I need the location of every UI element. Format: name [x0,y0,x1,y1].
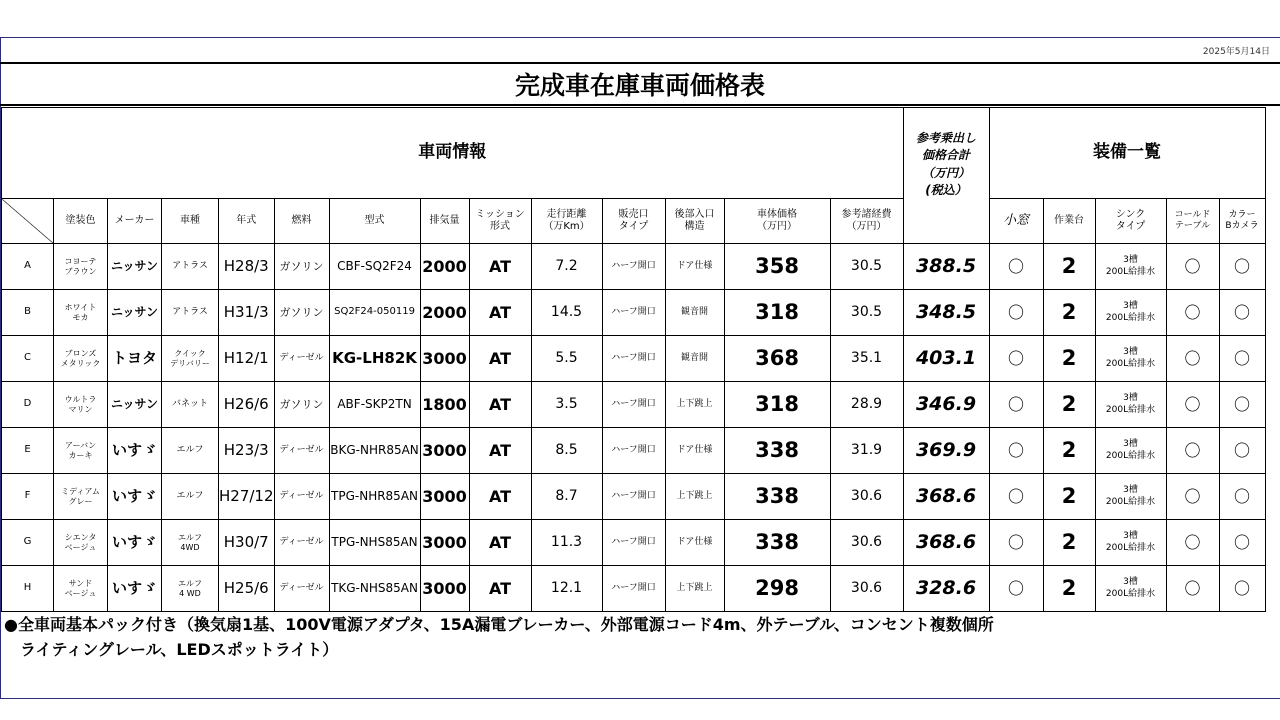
table-row [2,428,1266,474]
cell-workbench: 2 [1043,336,1095,382]
col-cold [1166,199,1219,244]
cell-fuel: ディーゼル [274,474,329,520]
cell-year: H30/7 [219,520,275,566]
cell-door: ハーフ開口 [602,520,665,566]
col-sink-l1: シンク [1115,208,1146,220]
cell-color [54,474,108,520]
cell-maker: いすゞ [108,520,162,566]
col-fuel: 燃料 [274,199,329,244]
cell-model [162,566,219,612]
cell-rear: 上下跳上 [665,474,724,520]
title-row [0,62,1280,106]
cell-color-line: カーキ [68,450,93,460]
col-mileage [531,199,602,244]
cell-cc: 2000 [420,290,469,336]
cell-model-line: クイック [174,348,206,358]
col-mission-l1: ミッション [475,208,525,220]
cell-maker: ニッサン [108,382,162,428]
cell-model-line: バネット [171,398,208,409]
cell-model [162,428,219,474]
cell-sink [1095,290,1166,336]
cell-door: ハーフ開口 [602,428,665,474]
table-row [2,382,1266,428]
cell-mileage: 14.5 [531,290,602,336]
cell-price: 298 [724,566,830,612]
cell-type: TPG-NHS85AN [329,520,420,566]
cell-sink [1095,244,1166,290]
cell-camera: 〇 [1219,520,1265,566]
col-sink [1095,199,1166,244]
cell-window: 〇 [989,244,1043,290]
cell-sink-line: 3槽 [1123,531,1138,542]
cell-color-line: ホワイト [64,302,97,312]
footer-line-1: ●全車両基本パック付き（換気扇1基、100V電源アダプタ、15A漏電ブレーカー、外部電源コード4m、外テーブル、コンセント複数個所 [4,615,994,634]
cell-sink-line: 200L給排水 [1105,542,1156,553]
col-model: 車種 [162,199,219,244]
cell-model-line: アトラス [172,306,208,317]
cell-sink-line: 3槽 [1123,393,1138,404]
cell-fees: 31.9 [830,428,903,474]
cell-door: ハーフ開口 [602,566,665,612]
price-table [1,107,1266,612]
cell-rear: ドア仕様 [665,520,724,566]
cell-workbench: 2 [1043,428,1095,474]
cell-door: ハーフ開口 [602,290,665,336]
equipment-header: 装備一覧 [989,108,1265,199]
cell-fuel: ディーゼル [274,428,329,474]
cell-sink-line: 3槽 [1123,439,1138,450]
cell-color-line: ミディアム [61,486,100,496]
total-header-line: 価格合計 [922,148,971,163]
col-camera-l1: カラー [1228,209,1256,220]
cell-model-line: エルフ [178,578,202,588]
col-door [602,199,665,244]
cell-mission: AT [469,290,531,336]
document-date: 2025年5月14日 [1202,47,1270,57]
cell-color [54,290,108,336]
cell-color [54,382,108,428]
cell-mileage: 3.5 [531,382,602,428]
cell-window: 〇 [989,428,1043,474]
cell-rear: 観音開 [665,336,724,382]
cell-maker: トヨタ [108,336,162,382]
cell-model-line: 4WD [180,542,200,552]
col-cold-l2: テーブル [1174,221,1211,231]
cell-window: 〇 [989,520,1043,566]
cell-model-line: デリバリー [170,358,210,368]
cell-color [54,336,108,382]
cell-color-line: コヨーテ [64,256,97,266]
cell-mission: AT [469,244,531,290]
cell-rear: ドア仕様 [665,244,724,290]
cell-id: F [2,474,54,520]
cell-sink [1095,336,1166,382]
cell-total: 368.6 [903,474,989,520]
cell-color-line: ウルトラ [64,394,97,404]
cell-year: H28/3 [219,244,275,290]
col-price [724,199,830,244]
cell-id: D [2,382,54,428]
cell-camera: 〇 [1219,566,1265,612]
cell-window: 〇 [989,566,1043,612]
table-row [2,244,1266,290]
cell-sink-line: 3槽 [1123,255,1138,266]
cell-cc: 3000 [420,428,469,474]
cell-door: ハーフ開口 [602,474,665,520]
cell-sink-line: 200L給排水 [1105,266,1156,277]
cell-model-line: アトラス [172,260,208,271]
col-cc: 排気量 [420,199,469,244]
cell-cold: 〇 [1166,382,1219,428]
cell-year: H25/6 [219,566,275,612]
column-header-row [2,199,1266,244]
cell-camera: 〇 [1219,428,1265,474]
cell-total: 369.9 [903,428,989,474]
cell-year: H31/3 [219,290,275,336]
cell-door: ハーフ開口 [602,244,665,290]
section-header-row [2,108,1266,199]
table-row [2,290,1266,336]
cell-type: TKG-NHS85AN [329,566,420,612]
cell-sink-line: 3槽 [1123,301,1138,312]
cell-maker: ニッサン [108,290,162,336]
col-price-l1: 車体価格 [757,208,798,220]
cell-price: 338 [724,474,830,520]
cell-cc: 3000 [420,520,469,566]
cell-color-line: ベージュ [64,542,97,552]
cell-color-line: ベージュ [64,588,97,598]
col-mileage-l1: 走行距離 [546,208,587,220]
cell-fuel: ガソリン [274,244,329,290]
table-row [2,474,1266,520]
cell-model [162,290,219,336]
col-door-l2: タイプ [618,221,649,232]
cell-color [54,244,108,290]
cell-window: 〇 [989,474,1043,520]
cell-model [162,382,219,428]
cell-price: 338 [724,428,830,474]
cell-total: 328.6 [903,566,989,612]
col-fees-l1: 参考諸経費 [841,208,892,220]
cell-cc: 2000 [420,244,469,290]
cell-color-line: メタリック [60,358,101,368]
total-header-line: （万円） [922,165,971,180]
cell-door: ハーフ開口 [602,382,665,428]
cell-camera: 〇 [1219,336,1265,382]
cell-mileage: 5.5 [531,336,602,382]
cell-price: 358 [724,244,830,290]
cell-price: 368 [724,336,830,382]
cell-fees: 30.6 [830,474,903,520]
col-mileage-l2: （万Km） [543,221,590,232]
table-row [2,336,1266,382]
col-price-l2: （万円） [757,221,798,232]
cell-sink-line: 200L給排水 [1105,404,1156,415]
col-mission-l2: 形式 [490,221,511,232]
cell-workbench: 2 [1043,474,1095,520]
cell-fees: 30.5 [830,290,903,336]
col-rear-l1: 後部入口 [674,208,715,220]
col-sink-l2: タイプ [1115,221,1146,232]
total-header-line: (税込） [925,183,967,198]
cell-mileage: 8.5 [531,428,602,474]
cell-camera: 〇 [1219,474,1265,520]
cell-workbench: 2 [1043,520,1095,566]
cell-total: 348.5 [903,290,989,336]
footer-line-2: ライティングレール、LEDスポットライト） [20,640,339,659]
cell-maker: いすゞ [108,566,162,612]
cell-color-line: サンド [68,578,93,588]
cell-color-line: グレー [68,496,93,506]
cell-fuel: ディーゼル [274,566,329,612]
cell-fees: 35.1 [830,336,903,382]
cell-sink [1095,474,1166,520]
cell-year: H23/3 [219,428,275,474]
cell-workbench: 2 [1043,244,1095,290]
cell-workbench: 2 [1043,566,1095,612]
page-title: 完成車在庫車両価格表 [514,71,765,100]
cell-model-line: 4 WD [179,588,201,598]
cell-type: BKG-NHR85AN [329,428,420,474]
cell-model [162,244,219,290]
cell-id: B [2,290,54,336]
cell-sink [1095,520,1166,566]
cell-id: A [2,244,54,290]
cell-rear: 上下跳上 [665,566,724,612]
corner-cell [2,199,54,244]
cell-color-line: ブラウン [64,266,97,276]
cell-maker: いすゞ [108,428,162,474]
cell-id: C [2,336,54,382]
cell-mission: AT [469,566,531,612]
cell-fuel: ディーゼル [274,520,329,566]
cell-cc: 1800 [420,382,469,428]
cell-model-line: エルフ [176,490,204,501]
col-fees [830,199,903,244]
cell-color-line: モカ [72,312,89,322]
table-row [2,566,1266,612]
cell-type: SQ2F24-050119 [329,290,420,336]
cell-model [162,520,219,566]
cell-cold: 〇 [1166,336,1219,382]
cell-total: 403.1 [903,336,989,382]
cell-sink-line: 3槽 [1123,577,1138,588]
data-rows [2,244,1266,612]
cell-cold: 〇 [1166,428,1219,474]
cell-rear: 観音開 [665,290,724,336]
col-color: 塗装色 [54,199,108,244]
cell-total: 346.9 [903,382,989,428]
col-camera [1219,199,1265,244]
table-row [2,520,1266,566]
cell-mission: AT [469,520,531,566]
cell-sink-line: 200L給排水 [1105,450,1156,461]
cell-window: 〇 [989,290,1043,336]
cell-type: ABF-SKP2TN [329,382,420,428]
cell-sink-line: 200L給排水 [1105,588,1156,599]
cell-color-line: マリン [68,404,93,414]
cell-workbench: 2 [1043,382,1095,428]
cell-model-line: エルフ [176,444,204,455]
col-cold-l1: コールド [1174,209,1211,220]
cell-cc: 3000 [420,474,469,520]
cell-sink-line: 3槽 [1123,485,1138,496]
cell-sink-line: 200L給排水 [1105,358,1156,369]
cell-model [162,474,219,520]
cell-door: ハーフ開口 [602,336,665,382]
cell-sink [1095,428,1166,474]
cell-mission: AT [469,428,531,474]
cell-mission: AT [469,474,531,520]
cell-camera: 〇 [1219,290,1265,336]
cell-fees: 30.6 [830,566,903,612]
cell-mileage: 8.7 [531,474,602,520]
cell-sink-line: 200L給排水 [1105,496,1156,507]
cell-color [54,566,108,612]
cell-total: 388.5 [903,244,989,290]
cell-rear: 上下跳上 [665,382,724,428]
col-maker: メーカー [108,199,162,244]
cell-color-line: ブロンズ [64,348,97,358]
cell-window: 〇 [989,382,1043,428]
cell-type: KG-LH82K [329,336,420,382]
cell-mileage: 12.1 [531,566,602,612]
cell-color-line: シエンタ [64,532,97,542]
cell-cold: 〇 [1166,290,1219,336]
cell-price: 318 [724,382,830,428]
footer-note [4,612,994,662]
cell-cold: 〇 [1166,566,1219,612]
cell-type: CBF-SQ2F24 [329,244,420,290]
col-rear [665,199,724,244]
col-type: 型式 [329,199,420,244]
cell-fuel: ガソリン [274,290,329,336]
total-header [903,108,989,244]
cell-sink-line: 3槽 [1123,347,1138,358]
cell-rear: ドア仕様 [665,428,724,474]
cell-id: E [2,428,54,474]
col-window: 小窓 [989,199,1043,244]
cell-cold: 〇 [1166,474,1219,520]
cell-year: H26/6 [219,382,275,428]
cell-cold: 〇 [1166,520,1219,566]
cell-price: 338 [724,520,830,566]
col-fees-l2: （万円） [846,221,887,232]
cell-mileage: 11.3 [531,520,602,566]
cell-color-line: アーバン [64,440,97,450]
cell-fees: 30.5 [830,244,903,290]
cell-fuel: ディーゼル [274,336,329,382]
cell-cc: 3000 [420,566,469,612]
col-mission [469,199,531,244]
col-door-l1: 販売口 [618,208,649,220]
col-year: 年式 [219,199,275,244]
cell-maker: ニッサン [108,244,162,290]
cell-year: H12/1 [219,336,275,382]
cell-price: 318 [724,290,830,336]
vehicle-info-header: 車両情報 [2,108,904,199]
cell-workbench: 2 [1043,290,1095,336]
cell-fees: 28.9 [830,382,903,428]
col-workbench: 作業台 [1043,199,1095,244]
cell-year: H27/12 [219,474,275,520]
cell-cold: 〇 [1166,244,1219,290]
total-header-line: 参考乗出し [916,131,977,145]
cell-cc: 3000 [420,336,469,382]
cell-sink [1095,566,1166,612]
cell-sink [1095,382,1166,428]
col-rear-l2: 構造 [684,221,705,232]
cell-mission: AT [469,382,531,428]
cell-camera: 〇 [1219,244,1265,290]
cell-mileage: 7.2 [531,244,602,290]
cell-fees: 30.6 [830,520,903,566]
cell-color [54,428,108,474]
cell-color [54,520,108,566]
cell-total: 368.6 [903,520,989,566]
cell-type: TPG-NHR85AN [329,474,420,520]
cell-model [162,336,219,382]
cell-id: H [2,566,54,612]
cell-id: G [2,520,54,566]
cell-mission: AT [469,336,531,382]
cell-model-line: エルフ [178,532,202,542]
col-camera-l2: Bカメラ [1225,221,1259,231]
cell-fuel: ガソリン [274,382,329,428]
cell-camera: 〇 [1219,382,1265,428]
cell-sink-line: 200L給排水 [1105,312,1156,323]
cell-maker: いすゞ [108,474,162,520]
cell-window: 〇 [989,336,1043,382]
